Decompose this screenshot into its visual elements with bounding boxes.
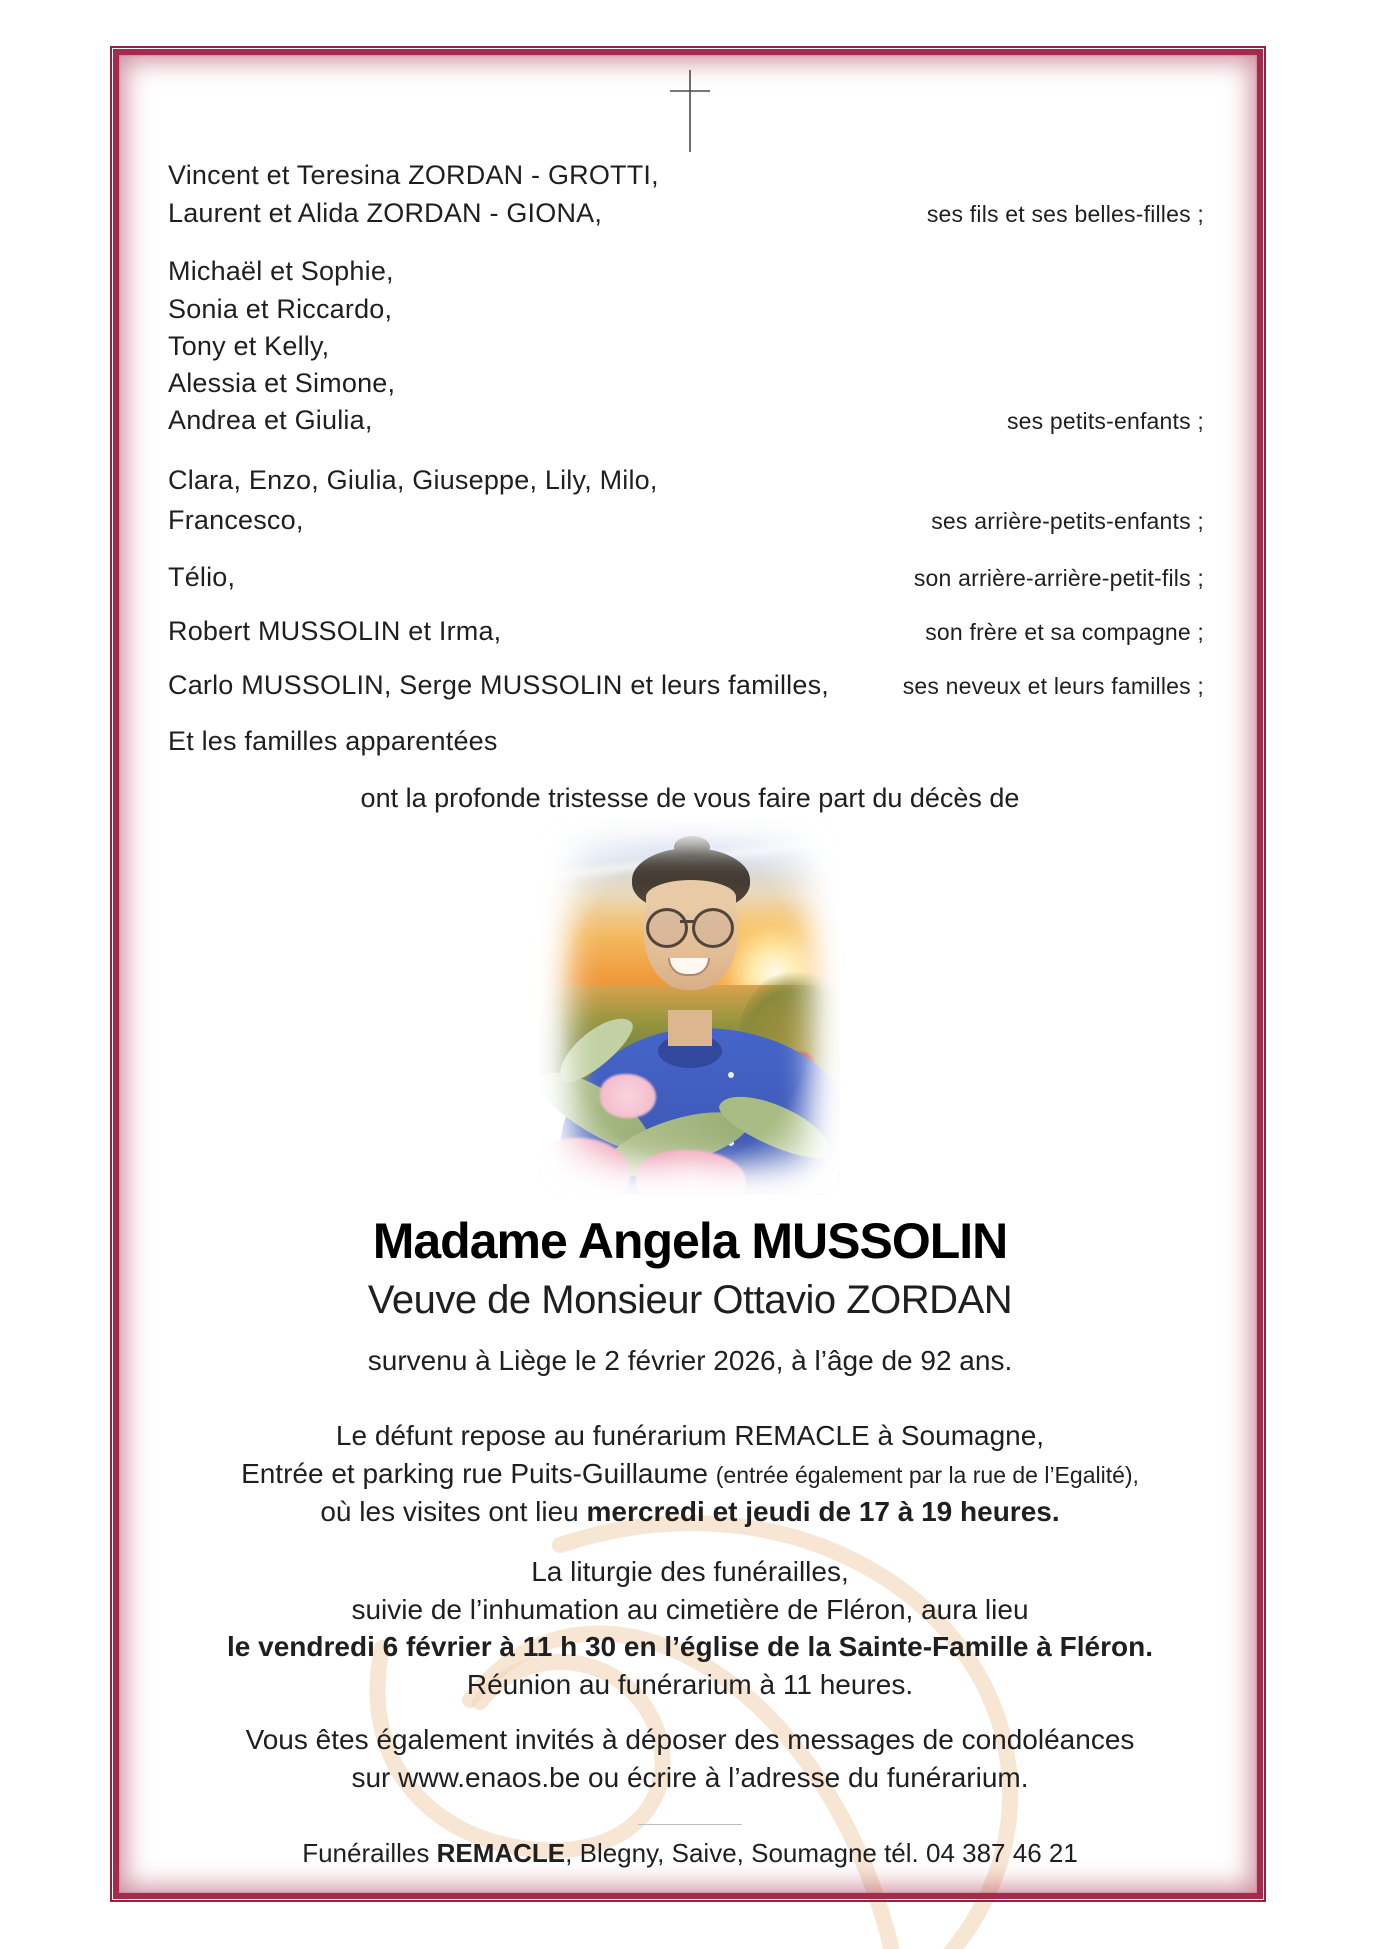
family-name: Clara, Enzo, Giulia, Giuseppe, Lily, Milo, (168, 465, 658, 495)
wake-line-3-prefix: où les visites ont lieu (320, 1496, 587, 1527)
relation-label: son arrière-arrière-petit-fils ; (913, 565, 1204, 591)
family-name: Carlo MUSSOLIN, Serge MUSSOLIN et leurs familles, (168, 670, 829, 700)
wake-line-2-main: Entrée et parking rue Puits-Guillaume (241, 1458, 716, 1489)
funeral-datetime-bold: le vendredi 6 février à 11 h 30 en l’église de la Sainte-Famille à Fléron. (227, 1631, 1153, 1662)
wake-line-1: Le défunt repose au funérarium REMACLE à Soumagne, (335, 1420, 1045, 1451)
relation-label: ses petits-enfants ; (1006, 408, 1204, 434)
funeral-home-line (112, 1838, 1268, 1869)
family-name: Télio, (168, 562, 236, 592)
family-name: Michaël et Sophie, (168, 256, 394, 286)
relation-label: ses fils et ses belles-filles ; (926, 201, 1204, 227)
family-row (112, 726, 1268, 757)
family-row (112, 294, 1268, 325)
family-row (112, 256, 1268, 287)
family-row (112, 562, 1268, 593)
latin-cross-icon (668, 68, 712, 154)
family-name: Et les familles apparentées (168, 726, 498, 756)
family-row (112, 616, 1268, 647)
family-name: Robert MUSSOLIN et Irma, (168, 616, 502, 646)
deceased-name-title: Madame Angela MUSSOLIN (372, 1213, 1008, 1269)
deceased-subtitle: Veuve de Monsieur Ottavio ZORDAN (367, 1278, 1013, 1322)
announcement-text: ont la profonde tristesse de vous faire part du décès de (360, 783, 1020, 813)
family-row (112, 405, 1268, 436)
family-row (112, 670, 1268, 701)
family-row (112, 368, 1268, 399)
relation-label: ses arrière-petits-enfants ; (931, 508, 1204, 534)
condolence-line-2: sur www.enaos.be ou écrire à l’adresse du funérarium. (351, 1762, 1029, 1793)
wake-line-2 (112, 1458, 1268, 1490)
family-row (112, 465, 1268, 496)
card-content (112, 46, 1268, 1902)
footer-divider (638, 1824, 742, 1825)
relation-label: son frère et sa compagne ; (925, 619, 1204, 645)
wake-line-3 (112, 1496, 1268, 1528)
family-row (112, 331, 1268, 362)
condolence-line-1: Vous êtes également invités à déposer des messages de condoléances (245, 1724, 1135, 1755)
liturgy-line-1: La liturgie des funérailles, (531, 1556, 849, 1587)
family-name: Tony et Kelly, (168, 331, 330, 361)
family-name: Alessia et Simone, (168, 368, 396, 398)
family-name: Laurent et Alida ZORDAN - GIONA, (168, 198, 603, 228)
family-row (112, 160, 1268, 191)
wake-line-2-parenthetical: (entrée également par la rue de l’Egalité), (715, 1462, 1139, 1488)
funeral-home-prefix: Funérailles (302, 1838, 437, 1868)
relation-label: ses neveux et leurs familles ; (902, 673, 1204, 699)
family-row (112, 198, 1268, 229)
death-date-line: survenu à Liège le 2 février 2026, à l’âge de 92 ans. (367, 1345, 1013, 1376)
deceased-portrait-photo (540, 820, 840, 1195)
family-name: Francesco, (168, 505, 304, 535)
liturgy-line-2: suivie de l’inhumation au cimetière de Fléron, aura lieu (351, 1594, 1029, 1625)
funeral-home-suffix: , Blegny, Saive, Soumagne tél. 04 387 46 21 (565, 1838, 1078, 1868)
family-name: Sonia et Riccardo, (168, 294, 393, 324)
funeral-home-name: REMACLE (436, 1838, 566, 1868)
photo-soft-edge (540, 820, 840, 1195)
family-name: Vincent et Teresina ZORDAN - GROTTI, (168, 160, 659, 190)
liturgy-line-4: Réunion au funérarium à 11 heures. (466, 1669, 914, 1700)
family-name: Andrea et Giulia, (168, 405, 373, 435)
visiting-hours-bold: mercredi et jeudi de 17 à 19 heures. (586, 1496, 1060, 1527)
family-row (112, 505, 1268, 536)
